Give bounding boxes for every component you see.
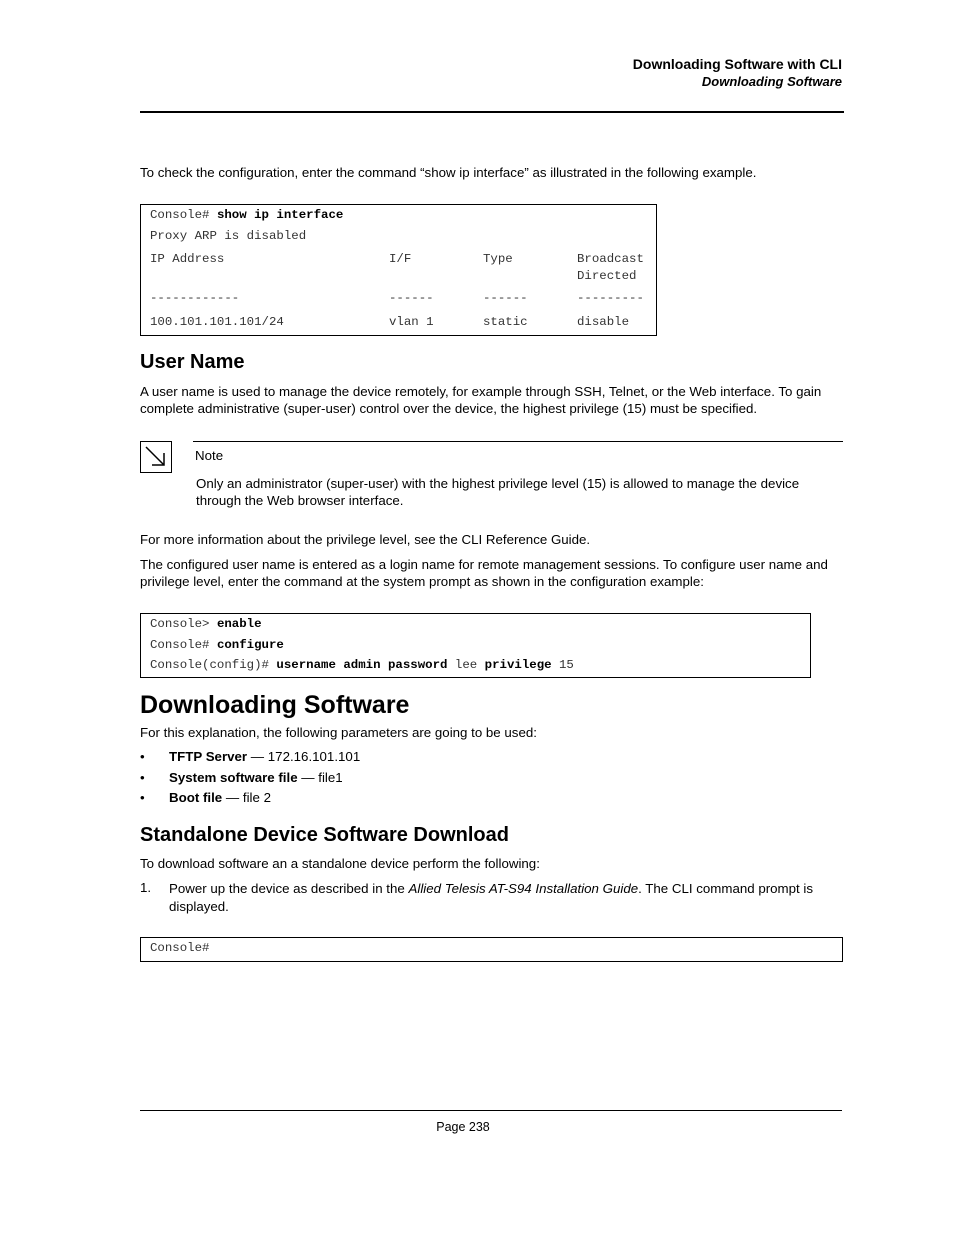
list-item-term: Boot file [169,790,223,805]
section-heading-downloading-software: Downloading Software [140,691,410,719]
configured-paragraph: The configured user name is entered as a login name for remote management sessions. To configure user name and privilege level, enter the command at the system prompt as shown in the configuration example: [140,557,828,589]
code-col-header: Type [483,252,513,266]
header-rule [140,111,844,113]
running-header-subtitle: Downloading Software [701,74,842,89]
note-label: Note [195,448,224,463]
running-header-title: Downloading Software with CLI [632,56,842,72]
step-text [169,880,843,916]
code-prompt: Console> [150,617,210,631]
code-command: enable [216,617,262,631]
code-cell: static [483,315,528,329]
code-dashes: ------------ [150,291,240,305]
bullet-icon: • [140,790,145,805]
section-heading-standalone: Standalone Device Software Download [140,824,509,846]
note-text: Only an administrator (super-user) with the highest privilege level (15) is allowed to manage the device through the Web browser interface. [196,476,800,508]
step-text-post: . The CLI command prompt is displayed. [169,881,814,914]
code-prompt: Console# [150,208,210,222]
downloading-paragraph: For this explanation, the following parameters are going to be used: [140,725,537,740]
code-command: username admin password [276,658,448,672]
note-rule [193,441,843,442]
code-cell: disable [577,315,630,329]
page-number: Page 238 [436,1120,490,1134]
code-col-header: Broadcast [577,252,644,266]
code-block-prompt [140,937,843,962]
code-arg: 15 [559,658,574,672]
code-cell: 100.101.101.101/24 [150,315,284,329]
code-dashes: ------ [389,291,434,305]
code-command: privilege [484,658,552,672]
list-item-value: — file1 [297,770,343,785]
user-name-paragraph: A user name is used to manage the device remotely, for example through SSH, Telnet, or the Web interface. To gain complete administrative (super-user) control over the device, the highest privilege (15) must be specified. [140,384,822,416]
list-item-term: TFTP Server [169,749,248,764]
code-col-header: IP Address [150,252,225,266]
code-dashes: --------- [577,291,644,305]
footer-rule [140,1110,842,1111]
step-text-guide: Allied Telesis AT-S94 Installation Guide [408,881,639,896]
list-item-term: System software file [169,770,298,785]
code-line: Proxy ARP is disabled [150,229,307,243]
code-cell: vlan 1 [389,315,434,329]
note-icon [140,441,172,473]
intro-paragraph: To check the configuration, enter the command “show ip interface” as illustrated in the following example. [140,165,757,180]
code-prompt: Console(config)# [150,658,269,672]
step-number: 1. [140,880,152,895]
section-heading-user-name: User Name [140,351,245,373]
code-col-header: Directed [577,269,637,283]
step-text-pre: Power up the device as described in the [169,881,409,896]
code-dashes: ------ [483,291,528,305]
code-block-show-ip [140,204,657,336]
bullet-icon: • [140,749,145,764]
list-item-value: — 172.16.101.101 [247,749,361,764]
code-command: show ip interface [216,208,344,222]
code-prompt: Console# [150,941,210,955]
standalone-paragraph: To download software an a standalone device perform the following: [140,856,540,871]
code-prompt: Console# [150,638,210,652]
code-block-config [140,613,811,678]
more-info-paragraph: For more information about the privilege level, see the CLI Reference Guide. [140,532,591,547]
list-item-value: — file 2 [222,790,271,805]
bullet-icon: • [140,770,145,785]
code-col-header: I/F [389,252,412,266]
code-command: configure [216,638,284,652]
code-arg: lee [454,658,478,672]
